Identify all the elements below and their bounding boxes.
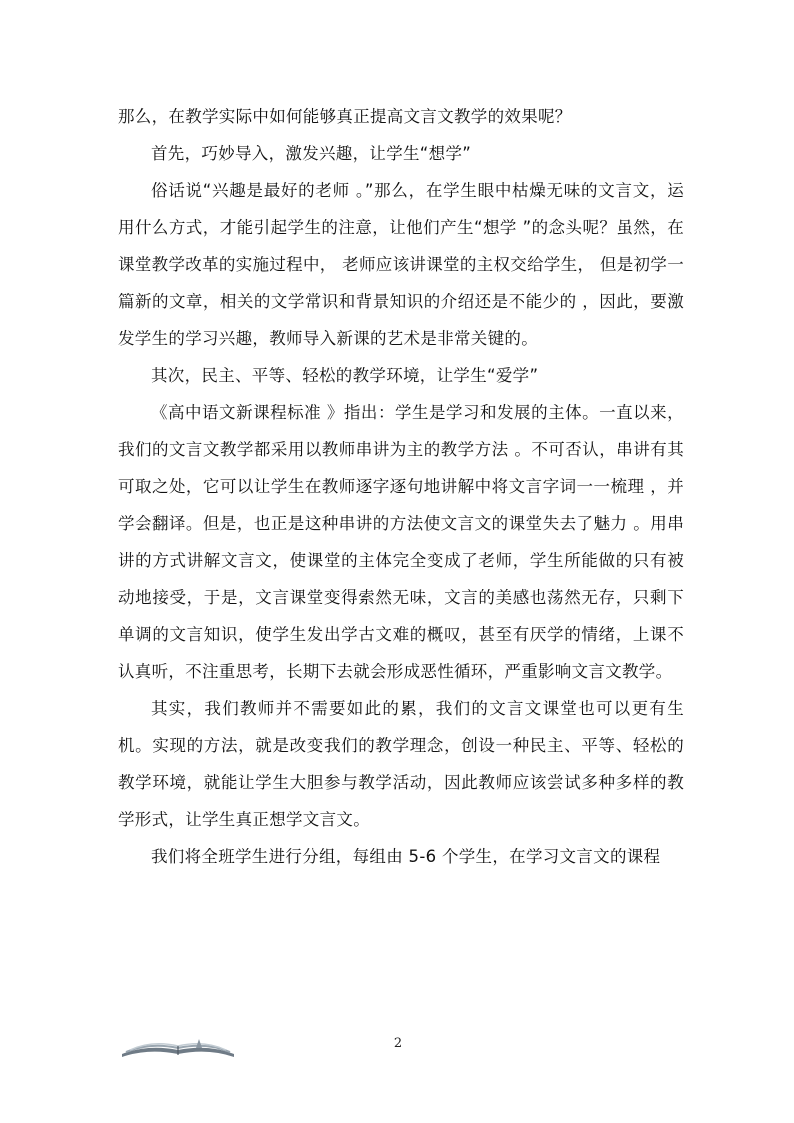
paragraph-curriculum-standard: 《高中语文新课程标准 》指出：学生是学习和发展的主体。一直以来，我们的文言文教学都采用以教师串讲为主的教学方法 。不可否认，串讲有其可取之处，它可以让学生在教师逐字逐句地讲解中将文言字词一一梳理 ，并学会翻译。但是，也正是这种串讲的方法使文言文的课堂失去了魅力 。用串讲的方式讲解文言文，使课堂的主体完全变成了老师，学生所能做的只有被动地接受，于是，文言课堂变得索然无味，文言的美感也荡然无存，只剩下单调的文言知识，使学生发出学古文难的概叹，甚至有厌学的情绪，上课不认真听，不注重思考，长期下去就会形成恶性循环，严重影响文言文教学。 — [118, 403, 684, 681]
open-book-icon — [118, 1036, 238, 1060]
paragraph-heading-first: 首先，巧妙导入，激发兴趣，让学生“想学” — [151, 144, 472, 163]
page-number: 2 — [393, 1036, 403, 1051]
paragraph-question: 那么，在教学实际中如何能够真正提高文言文教学的效果呢？ — [118, 107, 572, 126]
paragraph-heading-second: 其次，民主、平等、轻松的教学环境，让学生“爱学” — [151, 366, 539, 385]
paragraph-grouping: 我们将全班学生进行分组，每组由 5-6 个学生，在学习文言文的课程 — [151, 847, 661, 866]
paragraph-interest: 俗话说“兴趣是最好的老师 。”那么，在学生眼中枯燥无味的文言文，运用什么方式，才能引起学生的注意，让他们产生“想学 ”的念头呢？虽然，在课堂教学改革的实施过程中， 老师应该讲课堂的主权交给学生， 但是初学一篇新的文章，相关的文学常识和背景知识的介绍还是不能少的 ，因此，要激发学生的学习兴趣，教师导入新课的艺术是非常关键的。 — [118, 181, 684, 348]
document-body — [118, 98, 684, 875]
paragraph-teaching-philosophy: 其实，我们教师并不需要如此的累，我们的文言文课堂也可以更有生机。实现的方法，就是改变我们的教学理念，创设一种民主、平等、轻松的教学环境，就能让学生大胆参与教学活动，因此教师应该尝试多种多样的教学形式，让学生真正想学文言文。 — [118, 699, 684, 829]
